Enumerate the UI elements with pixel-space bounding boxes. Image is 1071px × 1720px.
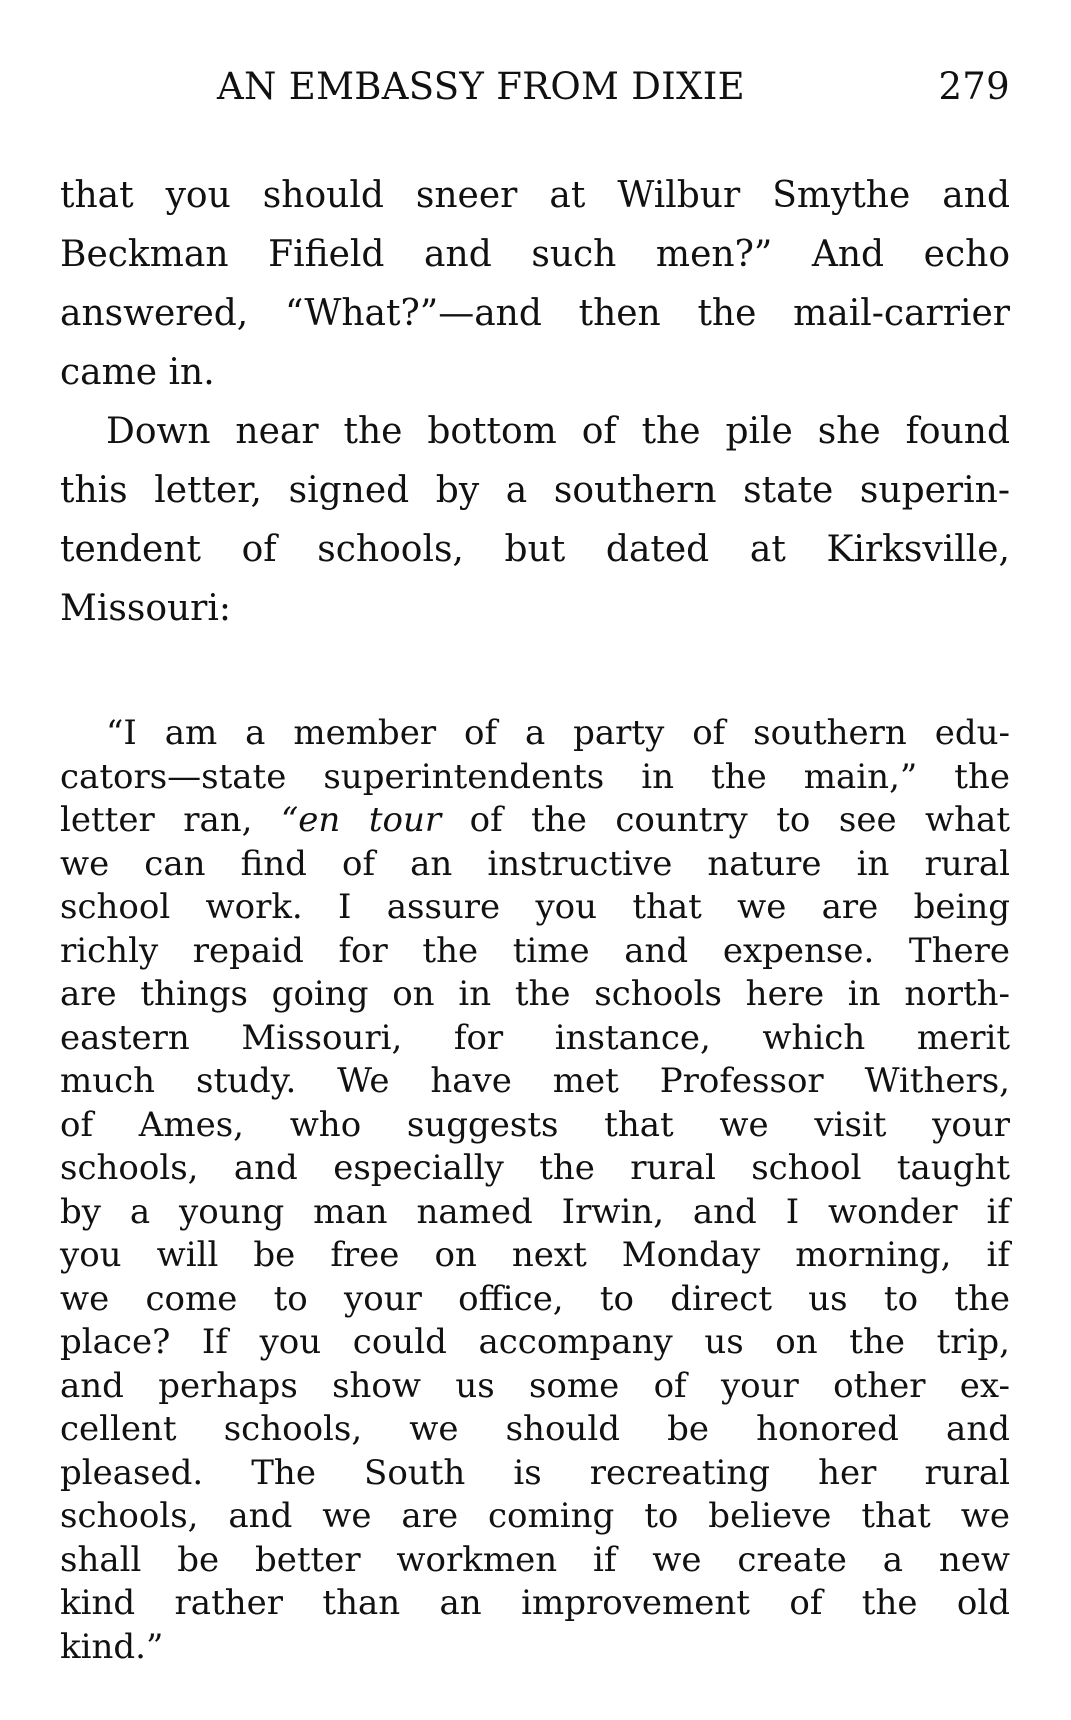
letter-line: we come to your office, to direct us to the xyxy=(60,1278,1010,1319)
letter-line: shall be better workmen if we create a new xyxy=(60,1539,1010,1580)
letter-line-segment: letter ran, xyxy=(60,800,281,840)
running-title: AN EMBASSY FROM DIXIE xyxy=(217,65,745,108)
running-header xyxy=(60,62,1010,112)
letter-line: you will be free on next Monday morning, if xyxy=(60,1235,1010,1275)
paragraph-2-line: Missouri: xyxy=(60,588,232,629)
letter-line: of Ames, who suggests that we visit your xyxy=(60,1104,1010,1145)
paragraph-1-line: that you should sneer at Wilbur Smythe and xyxy=(60,175,1010,216)
letter-line: place? If you could accompany us on the trip, xyxy=(60,1322,1010,1362)
letter-line: richly repaid for the time and expense. There xyxy=(60,930,1010,971)
paragraph-2-line: Down near the bottom of the pile she found xyxy=(106,411,1010,452)
quoted-letter xyxy=(60,712,1010,1669)
book-page xyxy=(60,0,1010,1720)
paragraph-2-line: tendent of schools, but dated at Kirksville, xyxy=(60,529,1010,570)
paragraph-2-line: this letter, signed by a southern state superin- xyxy=(60,470,1010,511)
letter-line: schools, and we are coming to believe that we xyxy=(60,1496,1010,1536)
letter-line: kind.” xyxy=(60,1626,164,1667)
letter-line: pleased. The South is recreating her rural xyxy=(60,1452,1010,1493)
body-text xyxy=(60,166,1010,638)
letter-line: eastern Missouri, for instance, which merit xyxy=(60,1017,1010,1058)
letter-line: school work. I assure you that we are being xyxy=(60,887,1010,927)
letter-line: are things going on in the schools here in north- xyxy=(60,974,1010,1014)
page-number: 279 xyxy=(938,65,1010,108)
italic-phrase: “en tour xyxy=(280,800,442,840)
letter-line: we can find of an instructive nature in rural xyxy=(60,843,1010,884)
letter-line: cators—state superintendents in the main,” the xyxy=(60,756,1010,797)
letter-line: by a young man named Irwin, and I wonder if xyxy=(60,1191,1010,1232)
letter-line: much study. We have met Professor Withers, xyxy=(60,1061,1010,1101)
paragraph-1-line: answered, “What?”—and then the mail-carrier xyxy=(60,293,1010,334)
letter-line: “I am a member of a party of southern edu- xyxy=(106,713,1010,753)
letter-line: schools, and especially the rural school taught xyxy=(60,1148,1010,1188)
letter-line: cellent schools, we should be honored and xyxy=(60,1409,1010,1449)
letter-line: and perhaps show us some of your other ex- xyxy=(60,1365,1010,1406)
letter-line-segment: of the country to see what xyxy=(441,800,1010,840)
paragraph-1-line: came in. xyxy=(60,352,215,393)
paragraph-1-line: Beckman Fifield and such men?” And echo xyxy=(60,234,1010,275)
letter-line: kind rather than an improvement of the old xyxy=(60,1583,1010,1623)
letter-line xyxy=(60,799,1010,843)
